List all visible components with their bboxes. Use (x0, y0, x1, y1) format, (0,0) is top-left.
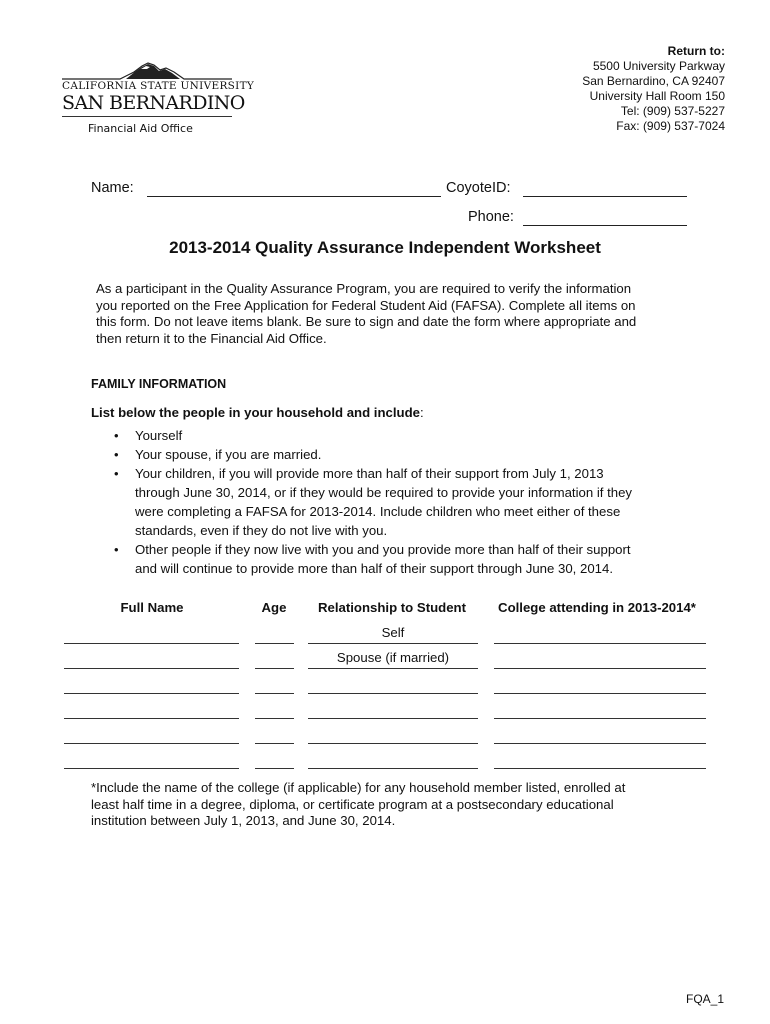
return-fax: Fax: (909) 537-7024 (616, 119, 725, 133)
age-field[interactable] (255, 743, 294, 744)
college-field[interactable] (494, 668, 706, 669)
mountain-logo-icon (62, 58, 232, 80)
relationship-field[interactable] (308, 718, 478, 719)
list-item (113, 540, 693, 578)
list-item-text: were completing a FAFSA for 2013-2014. Include children who meet either of these (135, 504, 621, 519)
household-criteria-list (113, 426, 693, 578)
age-field[interactable] (255, 718, 294, 719)
column-header-relationship: Relationship to Student (318, 600, 466, 615)
relationship-text: Self (381, 625, 405, 640)
relationship-field[interactable] (308, 743, 478, 744)
form-page-code: FQA_1 (685, 992, 724, 1006)
column-header-age: Age (261, 600, 287, 615)
coyote-id-field[interactable] (523, 196, 687, 197)
full-name-field[interactable] (64, 693, 239, 694)
return-street: 5500 University Parkway (592, 59, 725, 73)
list-item-text: through June 30, 2014, or if they would be required to provide your information if they (135, 485, 633, 500)
phone-label: Phone: (468, 209, 514, 225)
college-field[interactable] (494, 643, 706, 644)
intro-line: you reported on the Free Application for Federal Student Aid (FAFSA). Complete all items on (96, 297, 636, 313)
intro-line: then return it to the Financial Aid Office. (96, 330, 327, 346)
intro-paragraph (96, 281, 696, 347)
list-item-text: Other people if they now live with you and you provide more than half of their support (135, 542, 631, 557)
age-field[interactable] (255, 668, 294, 669)
household-list-intro-text: List below the people in your household and include (91, 405, 420, 420)
footnote-line: *Include the name of the college (if applicable) for any household member listed, enrolled at (91, 780, 626, 795)
full-name-field[interactable] (64, 743, 239, 744)
list-item (113, 445, 693, 464)
logo-divider (62, 116, 232, 117)
worksheet-title: 2013-2014 Quality Assurance Independent Worksheet (169, 238, 601, 257)
return-city: San Bernardino, CA 92407 (582, 74, 725, 88)
bullet-icon: • (114, 542, 119, 557)
return-tel: Tel: (909) 537-5227 (620, 104, 725, 118)
relationship-field[interactable] (308, 668, 478, 669)
list-item-text: Your children, if you will provide more than half of their support from July 1, 2013 (135, 466, 604, 481)
coyote-id-label: CoyoteID: (446, 180, 511, 196)
age-field[interactable] (255, 768, 294, 769)
phone-field[interactable] (523, 225, 687, 226)
footnote-line: least half time in a degree, diploma, or certificate program at a postsecondary educational (91, 796, 614, 812)
list-item (113, 426, 693, 445)
college-field[interactable] (494, 693, 706, 694)
return-address (582, 44, 725, 134)
relationship-field[interactable] (308, 693, 478, 694)
name-label: Name: (91, 180, 134, 196)
college-field[interactable] (494, 743, 706, 744)
household-list-intro-colon: : (419, 405, 424, 420)
relationship-text: Spouse (if married) (336, 650, 450, 665)
logo-line-campus: SAN BERNARDINO (62, 92, 245, 114)
list-item-text: standards, even if they do not live with you. (135, 523, 388, 538)
age-field[interactable] (255, 693, 294, 694)
college-field[interactable] (494, 718, 706, 719)
relationship-field[interactable] (308, 643, 478, 644)
footnote-line: institution between July 1, 2013, and June 30, 2014. (91, 813, 396, 828)
college-footnote (91, 780, 691, 830)
list-item-text: and will continue to provide more than half of their support through June 30, 2014. (135, 561, 613, 576)
full-name-field[interactable] (64, 643, 239, 644)
list-item (113, 464, 693, 540)
bullet-icon: • (114, 447, 119, 462)
household-list-intro (91, 405, 424, 420)
bullet-icon: • (114, 466, 119, 481)
full-name-field[interactable] (64, 668, 239, 669)
full-name-field[interactable] (64, 718, 239, 719)
age-field[interactable] (255, 643, 294, 644)
logo-line-office: Financial Aid Office (88, 122, 193, 135)
list-item-text: Your spouse, if you are married. (135, 447, 322, 462)
list-item-text: Yourself (135, 428, 183, 443)
intro-line: As a participant in the Quality Assurance Program, you are required to verify the information (96, 281, 632, 296)
logo-line-university: CALIFORNIA STATE UNIVERSITY (62, 80, 255, 92)
column-header-full-name: Full Name (120, 600, 184, 615)
intro-line: this form. Do not leave items blank. Be sure to sign and date the form where appropriate and (96, 314, 637, 329)
column-header-college: College attending in 2013-2014* (498, 600, 696, 615)
university-logo (62, 58, 255, 142)
return-title: Return to: (667, 44, 725, 58)
college-field[interactable] (494, 768, 706, 769)
bullet-icon: • (114, 428, 119, 443)
return-room: University Hall Room 150 (589, 89, 725, 103)
name-field[interactable] (147, 196, 441, 197)
full-name-field[interactable] (64, 768, 239, 769)
relationship-field[interactable] (308, 768, 478, 769)
family-information-heading: FAMILY INFORMATION (91, 377, 227, 391)
